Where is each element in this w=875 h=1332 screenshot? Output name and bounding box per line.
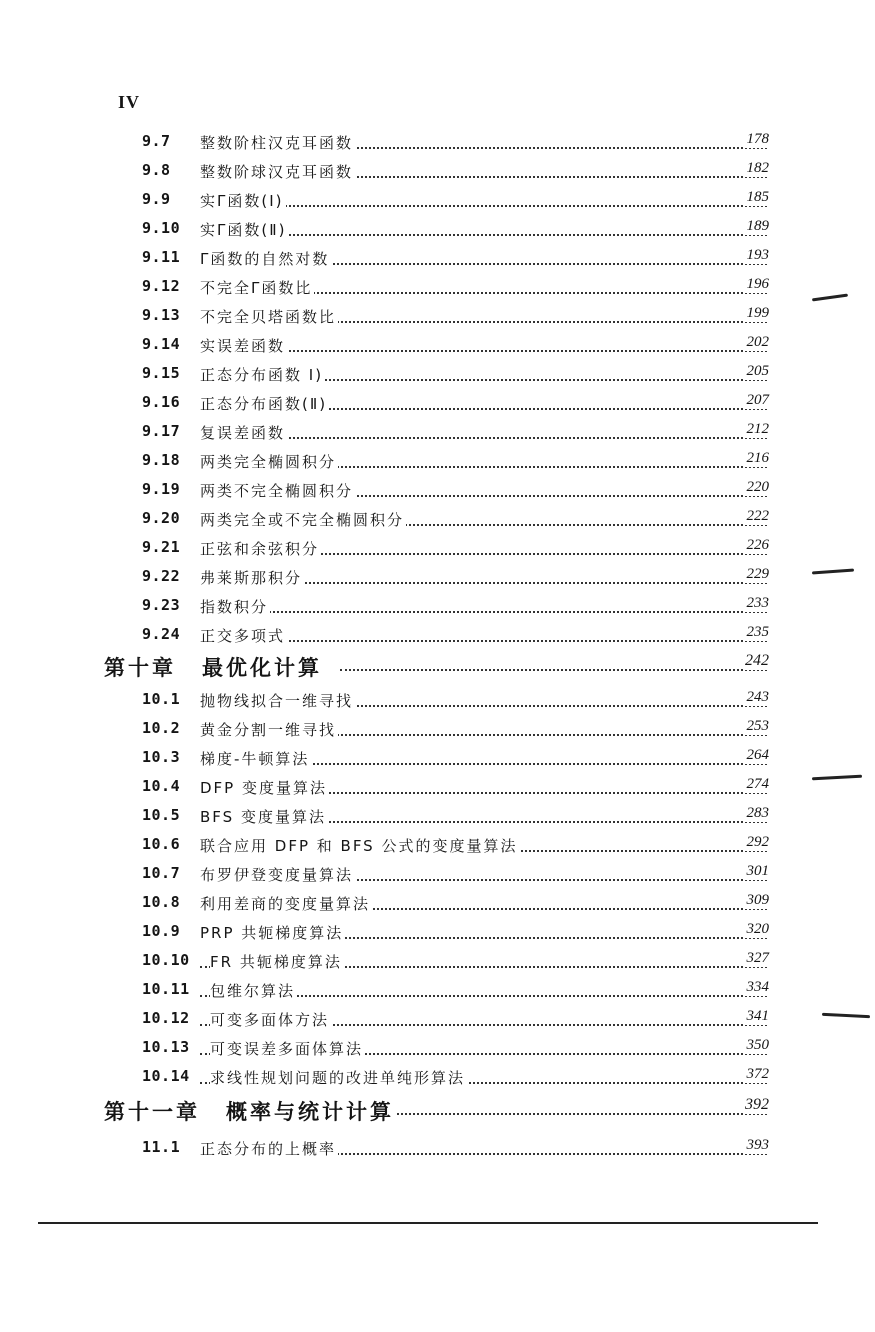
page-reference: 178 <box>746 131 769 147</box>
page-reference: 242 <box>745 652 769 669</box>
toc-entry <box>0 744 875 772</box>
section-title: 利用差商的变度量算法 <box>200 895 371 913</box>
page-reference: 253 <box>746 718 769 734</box>
page-reference: 199 <box>746 305 769 321</box>
page-reference: 207 <box>746 392 769 408</box>
chapter-title <box>104 1096 396 1126</box>
toc-entry <box>0 186 875 214</box>
section-number: 9.23 <box>142 596 181 614</box>
section-title: 抛物线拟合一维寻找 <box>200 692 354 710</box>
section-title: 复误差函数 <box>200 424 286 442</box>
toc-entry <box>0 389 875 417</box>
chapter-name: 概率与统计计算 <box>226 1100 394 1124</box>
section-number: 10.2 <box>142 719 181 737</box>
page-reference: 185 <box>746 189 769 205</box>
toc-entry <box>0 592 875 620</box>
toc-entry <box>0 534 875 562</box>
section-number: 9.20 <box>142 509 181 527</box>
section-number: 9.22 <box>142 567 181 585</box>
chapter-label: 第十一章 <box>104 1100 200 1124</box>
toc-entry <box>0 418 875 446</box>
page-reference: 392 <box>745 1096 769 1113</box>
section-title: 指数积分 <box>200 598 269 616</box>
section-number: 10.3 <box>142 748 181 766</box>
section-number: 9.18 <box>142 451 181 469</box>
toc-entry <box>0 1134 875 1162</box>
section-title: 弗莱斯那积分 <box>200 569 303 587</box>
page-reference: 182 <box>746 160 769 176</box>
page-reference: 229 <box>746 566 769 582</box>
page-reference: 235 <box>746 624 769 640</box>
section-number: 10.8 <box>142 893 181 911</box>
toc-entry <box>0 947 875 975</box>
section-number: 11.1 <box>142 1138 181 1156</box>
page-reference: 193 <box>746 247 769 263</box>
chapter-label: 第十章 <box>104 656 176 680</box>
section-title: 梯度-牛顿算法 <box>200 750 310 768</box>
toc-entry <box>0 918 875 946</box>
toc-entry <box>0 563 875 591</box>
toc-entry <box>0 505 875 533</box>
page-reference: 274 <box>746 776 769 792</box>
section-number: 10.4 <box>142 777 181 795</box>
section-title: 实误差函数 <box>200 337 286 355</box>
section-number: 9.15 <box>142 364 181 382</box>
toc-entry <box>0 773 875 801</box>
section-number: 10.5 <box>142 806 181 824</box>
section-number: 9.17 <box>142 422 181 440</box>
toc-entry <box>0 476 875 504</box>
page-reference: 320 <box>746 921 769 937</box>
section-title: 实Γ函数(Ⅱ) <box>200 221 287 239</box>
chapter-title <box>104 652 324 682</box>
page-reference: 264 <box>746 747 769 763</box>
page-reference: 393 <box>746 1137 769 1153</box>
toc-entry <box>0 976 875 1004</box>
toc-entry <box>0 860 875 888</box>
section-number: 9.14 <box>142 335 181 353</box>
section-title: 黄金分割一维寻找 <box>200 721 337 739</box>
section-title: 不完全Γ函数比 <box>200 279 313 297</box>
section-number: 9.13 <box>142 306 181 324</box>
page-reference: 222 <box>746 508 769 524</box>
toc-entry <box>0 889 875 917</box>
section-title: 整数阶球汉克耳函数 <box>200 163 354 181</box>
section-title: 联合应用 DFP 和 BFS 公式的变度量算法 <box>200 837 518 855</box>
section-number: 10.13 <box>142 1038 190 1056</box>
page-reference: 212 <box>746 421 769 437</box>
section-title: Γ函数的自然对数 <box>200 250 330 268</box>
page-reference: 327 <box>746 950 769 966</box>
section-number: 10.10 <box>142 951 190 969</box>
section-number: 10.12 <box>142 1009 190 1027</box>
section-title: 不完全贝塔函数比 <box>200 308 337 326</box>
section-title: 求线性规划问题的改进单纯形算法 <box>210 1069 466 1087</box>
section-number: 9.8 <box>142 161 171 179</box>
section-title: FR 共轭梯度算法 <box>210 953 342 971</box>
page-reference: 205 <box>746 363 769 379</box>
page-reference: 202 <box>746 334 769 350</box>
section-number: 10.1 <box>142 690 181 708</box>
page-reference: 233 <box>746 595 769 611</box>
page-reference: 220 <box>746 479 769 495</box>
section-title: 正交多项式 <box>200 627 286 645</box>
section-title: BFS 变度量算法 <box>200 808 326 826</box>
page-reference: 243 <box>746 689 769 705</box>
toc-entry <box>0 128 875 156</box>
page-reference: 341 <box>746 1008 769 1024</box>
toc-entry <box>0 302 875 330</box>
page-reference: 334 <box>746 979 769 995</box>
section-number: 9.19 <box>142 480 181 498</box>
section-number: 10.7 <box>142 864 181 882</box>
toc-entry <box>0 331 875 359</box>
page-reference: 196 <box>746 276 769 292</box>
footer-rule <box>38 1222 818 1224</box>
toc-entry <box>0 273 875 301</box>
section-title: 正态分布的上概率 <box>200 1140 337 1158</box>
toc-entry <box>0 447 875 475</box>
section-title: 可变误差多面体算法 <box>210 1040 364 1058</box>
section-title: 布罗伊登变度量算法 <box>200 866 354 884</box>
page-reference: 350 <box>746 1037 769 1053</box>
page-number: IV <box>118 92 141 112</box>
toc-chapter-heading <box>0 1096 875 1124</box>
toc-entry <box>0 157 875 185</box>
toc-entry <box>0 831 875 859</box>
section-title: PRP 共轭梯度算法 <box>200 924 344 942</box>
toc-entry <box>0 1063 875 1091</box>
section-number: 9.16 <box>142 393 181 411</box>
toc-entry <box>0 1034 875 1062</box>
section-number: 10.11 <box>142 980 190 998</box>
section-number: 9.24 <box>142 625 181 643</box>
dot-leader <box>200 611 767 613</box>
section-number: 9.11 <box>142 248 181 266</box>
section-title: 两类完全或不完全椭圆积分 <box>200 511 405 529</box>
page-reference: 226 <box>746 537 769 553</box>
section-title: 整数阶柱汉克耳函数 <box>200 134 354 152</box>
toc-entry <box>0 715 875 743</box>
page-reference: 301 <box>746 863 769 879</box>
section-number: 10.14 <box>142 1067 190 1085</box>
toc-entry <box>0 360 875 388</box>
section-number: 9.10 <box>142 219 181 237</box>
chapter-name: 最优化计算 <box>202 656 322 680</box>
section-number: 9.21 <box>142 538 181 556</box>
section-title: DFP 变度量算法 <box>200 779 327 797</box>
page-reference: 292 <box>746 834 769 850</box>
page-reference: 309 <box>746 892 769 908</box>
section-number: 10.9 <box>142 922 181 940</box>
page-reference: 283 <box>746 805 769 821</box>
page-reference: 189 <box>746 218 769 234</box>
section-number: 9.12 <box>142 277 181 295</box>
section-number: 9.7 <box>142 132 171 150</box>
page-reference: 216 <box>746 450 769 466</box>
section-title: 正态分布函数 Ⅰ) <box>200 366 324 384</box>
page-reference: 372 <box>746 1066 769 1082</box>
section-title: 包维尔算法 <box>210 982 296 1000</box>
section-title: 可变多面体方法 <box>210 1011 330 1029</box>
section-title: 正态分布函数(Ⅱ) <box>200 395 328 413</box>
section-title: 两类完全椭圆积分 <box>200 453 337 471</box>
section-title: 正弦和余弦积分 <box>200 540 320 558</box>
dot-leader <box>340 1113 767 1115</box>
section-number: 10.6 <box>142 835 181 853</box>
toc-entry <box>0 686 875 714</box>
toc-chapter-heading <box>0 652 875 680</box>
section-number: 9.9 <box>142 190 171 208</box>
dot-leader <box>340 669 767 671</box>
section-title: 两类不完全椭圆积分 <box>200 482 354 500</box>
toc-entry <box>0 244 875 272</box>
toc-entry <box>0 215 875 243</box>
section-title: 实Γ函数(Ⅰ) <box>200 192 284 210</box>
toc-entry <box>0 802 875 830</box>
toc-entry <box>0 1005 875 1033</box>
toc-entry <box>0 621 875 649</box>
